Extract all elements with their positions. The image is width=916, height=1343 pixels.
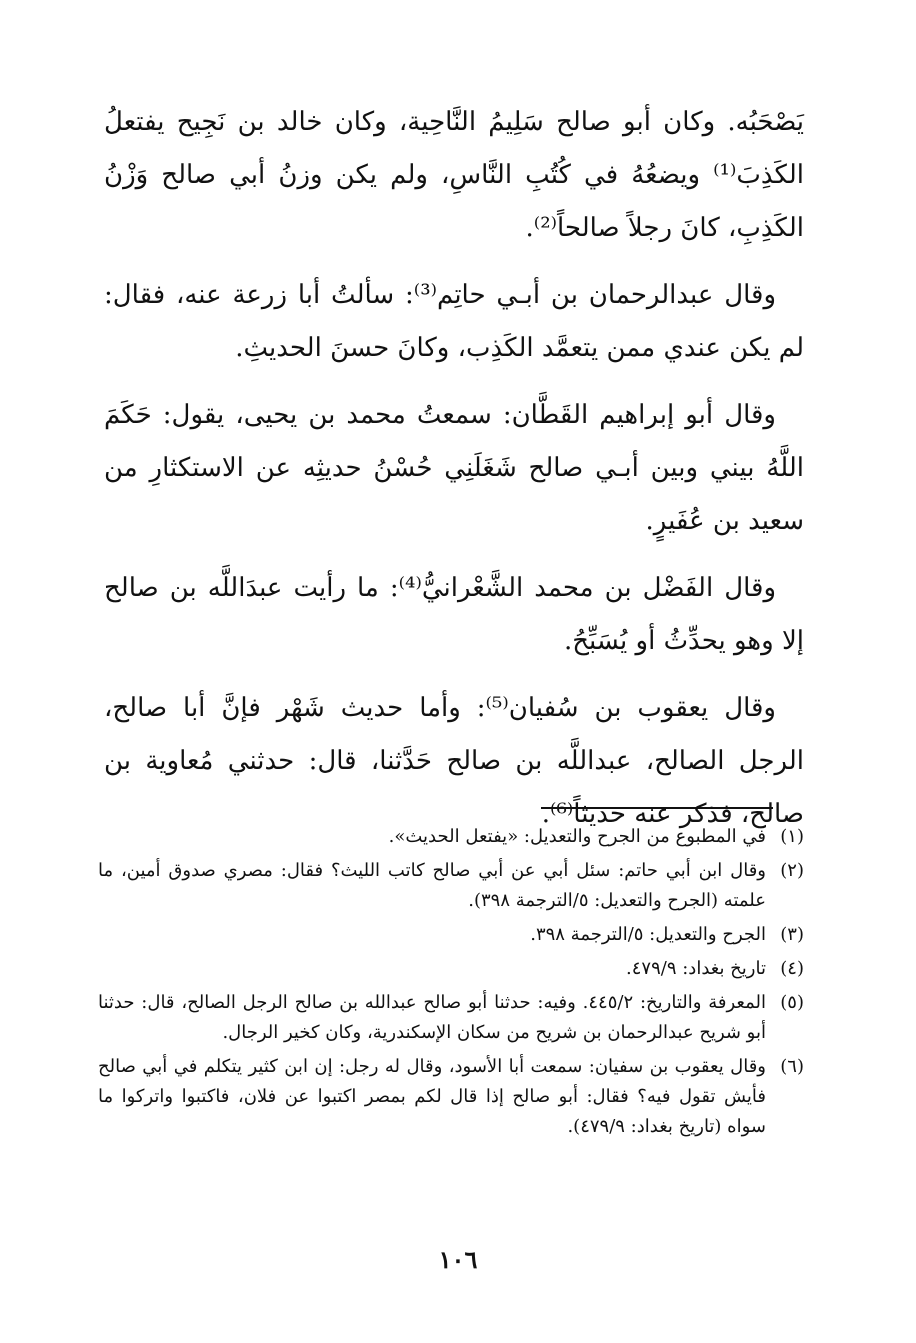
footnote-number: (٥) bbox=[780, 992, 804, 1013]
footnote-number: (١) bbox=[780, 826, 804, 847]
footnote bbox=[98, 856, 804, 916]
paragraph: وقال أبو إبراهيم القَطَّان: سمعتُ محمد بن يحيى، يقول: حَكَمَ اللَّهُ بيني وبين أبـي صالح شَغَلَنِي حُسْنُ حديثِه عن الاستكثارِ من سعيد بن عُفَيرٍ. bbox=[104, 400, 804, 536]
footnote-text: الجرح والتعديل: ٥/الترجمة ٣٩٨. bbox=[530, 924, 766, 945]
footnote bbox=[98, 822, 804, 852]
footnote-text: وقال يعقوب بن سفيان: سمعت أبا الأسود، وقال له رجل: إن ابن كثير يتكلم في أبي صالح فأيش تقول فيه؟ فقال: أبو صالح إذا قال لكم بمصر اكتبوا عن فلان، فاكتبوا واتركوا ما سواه (تاريخ بغداد: ٤٧٩/٩). bbox=[98, 1056, 766, 1137]
main-text bbox=[104, 96, 804, 855]
footnote-number: (٤) bbox=[780, 958, 804, 979]
paragraph: وقال يعقوب بن سُفيان⁽⁵⁾: وأما حديث شَهْر فإنَّ أبا صالح، الرجل الصالح، عبداللَّه بن صالح حَدَّثنا، قال: حدثني مُعاوية بن صالح، فذكر عنه حديثاً⁽⁶⁾. bbox=[104, 693, 804, 829]
page-number: ١٠٦ bbox=[438, 1245, 478, 1274]
footnote-text: المعرفة والتاريخ: ٤٤٥/٢. وفيه: حدثنا أبو صالح عبدالله بن صالح الرجل الصالح، قال: حدثنا أبو شريح عبدالرحمان بن شريح من سكان الإسكندرية، وكان كخير الرجال. bbox=[98, 992, 766, 1043]
footnote-text: تاريخ بغداد: ٤٧٩/٩. bbox=[626, 958, 766, 979]
paragraph: وقال الفَضْل بن محمد الشَّعْرانيُّ⁽⁴⁾: ما رأيت عبدَاللَّه بن صالح إلا وهو يحدِّثُ أو يُسَبِّحُ. bbox=[104, 573, 804, 656]
footnote-number: (٦) bbox=[780, 1056, 804, 1077]
footnote-text: وقال ابن أبي حاتم: سئل أبي عن أبي صالح كاتب الليث؟ فقال: مصري صدوق أمين، ما علمته (الجرح والتعديل: ٥/الترجمة ٣٩٨). bbox=[98, 860, 766, 911]
paragraph: وقال عبدالرحمان بن أبـي حاتِم⁽³⁾: سألتُ أبا زرعة عنه، فقال: لم يكن عندي ممن يتعمَّد الكَذِب، وكانَ حسنَ الحديثِ. bbox=[104, 280, 804, 363]
footnotes bbox=[98, 822, 804, 1146]
footnote-number: (٣) bbox=[780, 924, 804, 945]
footnote bbox=[98, 954, 804, 984]
footnote-number: (٢) bbox=[780, 860, 804, 881]
footnote-divider bbox=[541, 807, 773, 809]
paragraph: يَصْحَبُه. وكان أبو صالح سَلِيمُ النَّاحِية، وكان خالد بن نَجِيح يفتعلُ الكَذِبَ⁽¹⁾ ويضعُهُ في كُتُبِ النَّاسِ، ولم يكن وزنُ أبي صالح وَزْنُ الكَذِبِ، كانَ رجلاً صالحاً⁽²⁾. bbox=[104, 107, 804, 243]
footnote-text: في المطبوع من الجرح والتعديل: «يفتعل الحديث». bbox=[388, 826, 766, 847]
footnote bbox=[98, 920, 804, 950]
footnote bbox=[98, 1052, 804, 1142]
footnote bbox=[98, 988, 804, 1048]
